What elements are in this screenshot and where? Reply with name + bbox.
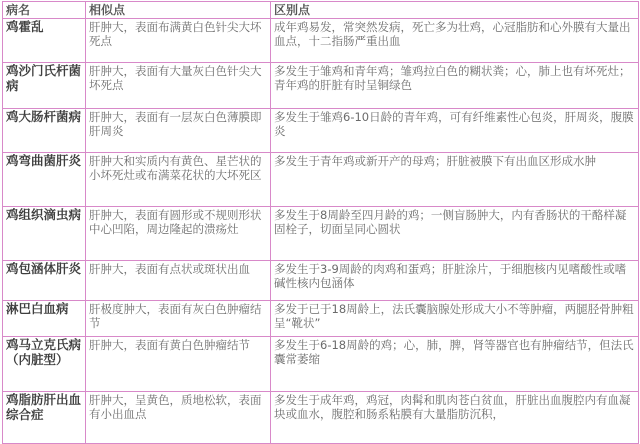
similar-cell: 肝肿大，表面有大量灰白色针尖大坏死点 (86, 63, 271, 109)
header-disease-name: 病名 (3, 2, 86, 19)
disease-name: 鸡弯曲菌肝炎 (3, 153, 86, 207)
disease-name: 鸡组织滴虫病 (3, 207, 86, 261)
table-row (3, 261, 639, 301)
disease-comparison-table (2, 1, 639, 444)
similar-cell: 肝肿大，呈黄色，质地松软，表面有小出血点 (86, 392, 271, 444)
table-row (3, 207, 639, 261)
difference-cell: 成年鸡易发，常突然发病，死亡多为壮鸡，心冠脂肪和心外膜有大量出血点，十二指肠严重出血 (271, 19, 639, 63)
disease-name: 鸡沙门氏杆菌病 (3, 63, 86, 109)
difference-cell: 多发于已于18周龄上，法氏囊脑腺处形成大小不等肿瘤，两腿胫骨肿粗呈“靴状” (271, 301, 639, 337)
table-row (3, 153, 639, 207)
difference-cell: 多发生于8周龄至四月龄的鸡；一侧盲肠肿大，内有香肠状的干酪样凝固栓子，切面呈同心圆状 (271, 207, 639, 261)
disease-name: 鸡霍乱 (3, 19, 86, 63)
disease-name: 鸡脂肪肝出血综合症 (3, 392, 86, 444)
disease-name: 鸡马立克氏病（内脏型） (3, 337, 86, 392)
similar-cell: 肝极度肿大，表面有灰白色肿瘤结节 (86, 301, 271, 337)
similar-cell: 肝肿大，表面布满黄白色针尖大坏死点 (86, 19, 271, 63)
disease-name: 淋巴白血病 (3, 301, 86, 337)
difference-cell: 多发生于雏鸡和青年鸡；雏鸡拉白色的糊状粪；心，肺上也有坏死灶；青年鸡的肝脏有时呈铜绿色 (271, 63, 639, 109)
table-row (3, 19, 639, 63)
difference-cell: 多发生于雏鸡6-10日龄的青年鸡，可有纤维素性心包炎，肝周炎，腹膜炎 (271, 109, 639, 153)
header-row (3, 2, 639, 19)
table-row (3, 109, 639, 153)
table-row (3, 337, 639, 392)
difference-cell: 多发生于成年鸡，鸡冠，肉髯和肌肉苍白贫血，肝脏出血腹腔内有血凝块或血水，腹腔和肠系粘膜有大量脂肪沉积， (271, 392, 639, 444)
difference-cell: 多发生于青年鸡或新开产的母鸡；肝脏被膜下有出血区形成水肿 (271, 153, 639, 207)
table-row (3, 301, 639, 337)
similar-cell: 肝肿大，表面有一层灰白色薄膜即肝周炎 (86, 109, 271, 153)
difference-cell: 多发生于6-18周龄的鸡；心，肺，脾，肾等器官也有肿瘤结节，但法氏囊常萎缩 (271, 337, 639, 392)
table-row (3, 63, 639, 109)
header-differences: 区别点 (271, 2, 639, 19)
similar-cell: 肝肿大，表面有黄白色肿瘤结节 (86, 337, 271, 392)
header-similarities: 相似点 (86, 2, 271, 19)
similar-cell: 肝肿大，表面有圆形或不规则形状中心凹陷，周边隆起的溃疡灶 (86, 207, 271, 261)
disease-name: 鸡大肠杆菌病 (3, 109, 86, 153)
difference-cell: 多发生于3-9周龄的肉鸡和蛋鸡；肝脏涂片，于细胞核内见嗜酸性或嗜碱性核内包涵体 (271, 261, 639, 301)
similar-cell: 肝肿大和实质内有黄色、星芒状的小坏死灶或布满菜花状的大坏死区 (86, 153, 271, 207)
similar-cell: 肝肿大，表面有点状或斑状出血 (86, 261, 271, 301)
table-row (3, 392, 639, 444)
disease-name: 鸡包涵体肝炎 (3, 261, 86, 301)
